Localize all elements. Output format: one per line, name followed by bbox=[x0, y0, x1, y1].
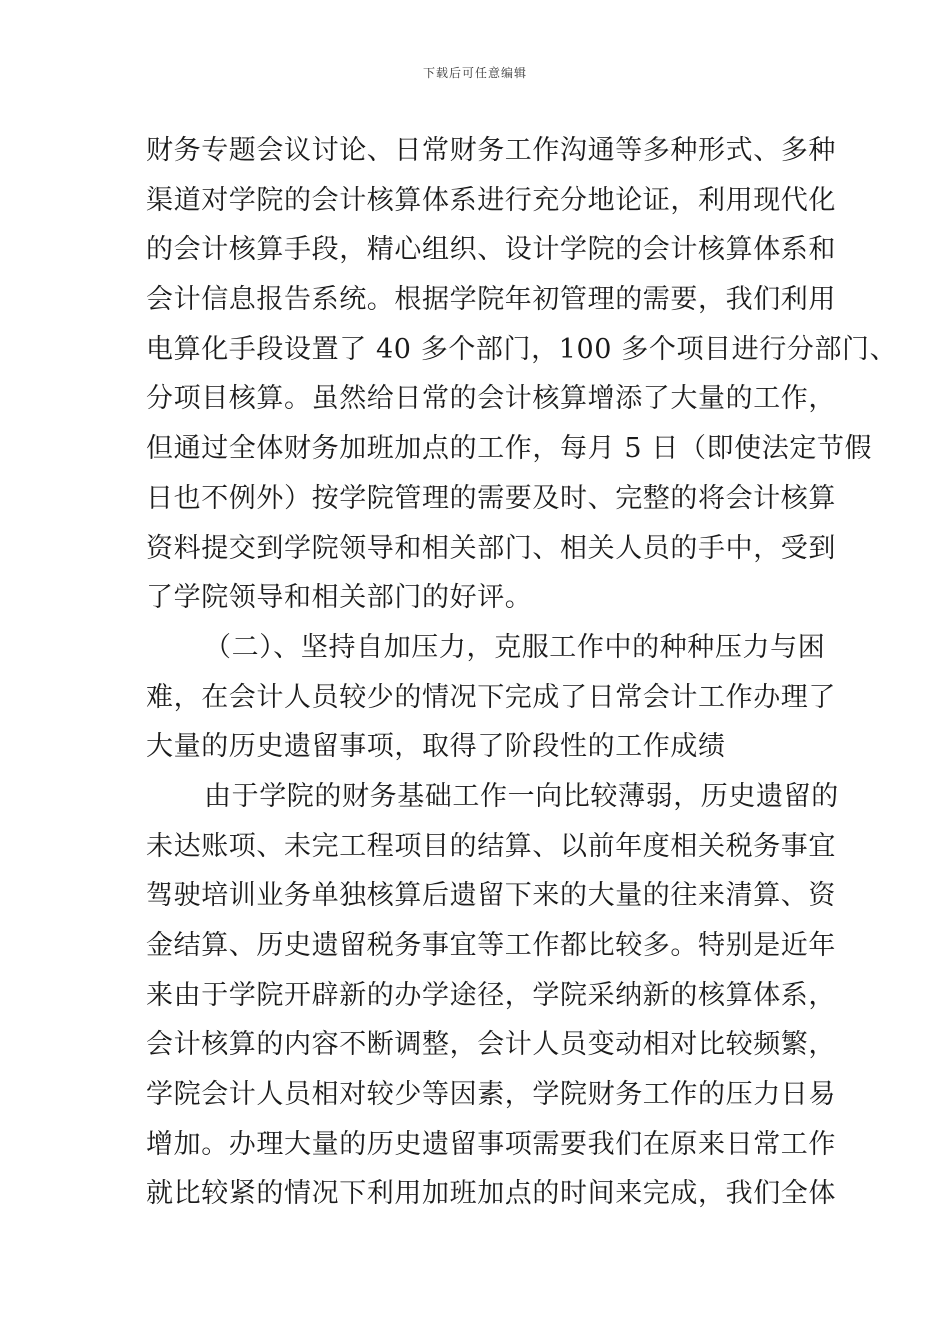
text-line: 渠道对学院的会计核算体系进行充分地论证，利用现代化 bbox=[146, 184, 836, 216]
text-line: （二）、坚持自加压力，克服工作中的种种压力与困 bbox=[204, 631, 826, 663]
text-line: 金结算、历史遗留税务事宜等工作都比较多。特别是近年 bbox=[146, 930, 836, 961]
page-header-note: 下载后可任意编辑 bbox=[422, 66, 527, 80]
text-line: 难，在会计人员较少的情况下完成了日常会计工作办理了 bbox=[146, 681, 836, 713]
text-line: 未达账项、未完工程项目的结算、以前年度相关税务事宜 bbox=[146, 830, 836, 862]
text-line: 来由于学院开辟新的办学途径，学院采纳新的核算体系， bbox=[146, 979, 836, 1011]
text-line: 大量的历史遗留事项，取得了阶段性的工作成绩 bbox=[146, 731, 726, 763]
text-line: 增加。办理大量的历史遗留事项需要我们在原来日常工作 bbox=[146, 1128, 836, 1160]
text-line: 就比较紧的情况下利用加班加点的时间来完成，我们全体 bbox=[146, 1178, 836, 1210]
document-body bbox=[146, 126, 898, 1219]
text-line: 日也不例外）按学院管理的需要及时、完整的将会计核算 bbox=[146, 482, 836, 514]
text-line: 但通过全体财务加班加点的工作，每月 5 日（即使法定节假 bbox=[146, 433, 873, 465]
text-line: 会计信息报告系统。根据学院年初管理的需要，我们利用 bbox=[146, 284, 836, 316]
text-line: 了学院领导和相关部门的好评。 bbox=[146, 582, 533, 614]
text-line: 驾驶培训业务单独核算后遗留下来的大量的往来清算、资 bbox=[146, 880, 836, 912]
text-line: 电算化手段设置了 40 多个部门，100 多个项目进行分部门、 bbox=[146, 333, 898, 365]
text-line: 由于学院的财务基础工作一向比较薄弱，历史遗留的 bbox=[204, 780, 839, 812]
text-line: 资料提交到学院领导和相关部门、相关人员的手中，受到 bbox=[146, 532, 836, 564]
text-line: 学院会计人员相对较少等因素，学院财务工作的压力日易 bbox=[146, 1079, 836, 1111]
text-line: 分项目核算。虽然给日常的会计核算增添了大量的工作， bbox=[146, 383, 836, 415]
text-line: 的会计核算手段，精心组织、设计学院的会计核算体系和 bbox=[146, 234, 836, 266]
text-line: 会计核算的内容不断调整，会计人员变动相对比较频繁， bbox=[146, 1029, 836, 1061]
text-line: 财务专题会议讨论、日常财务工作沟通等多种形式、多种 bbox=[146, 135, 836, 166]
